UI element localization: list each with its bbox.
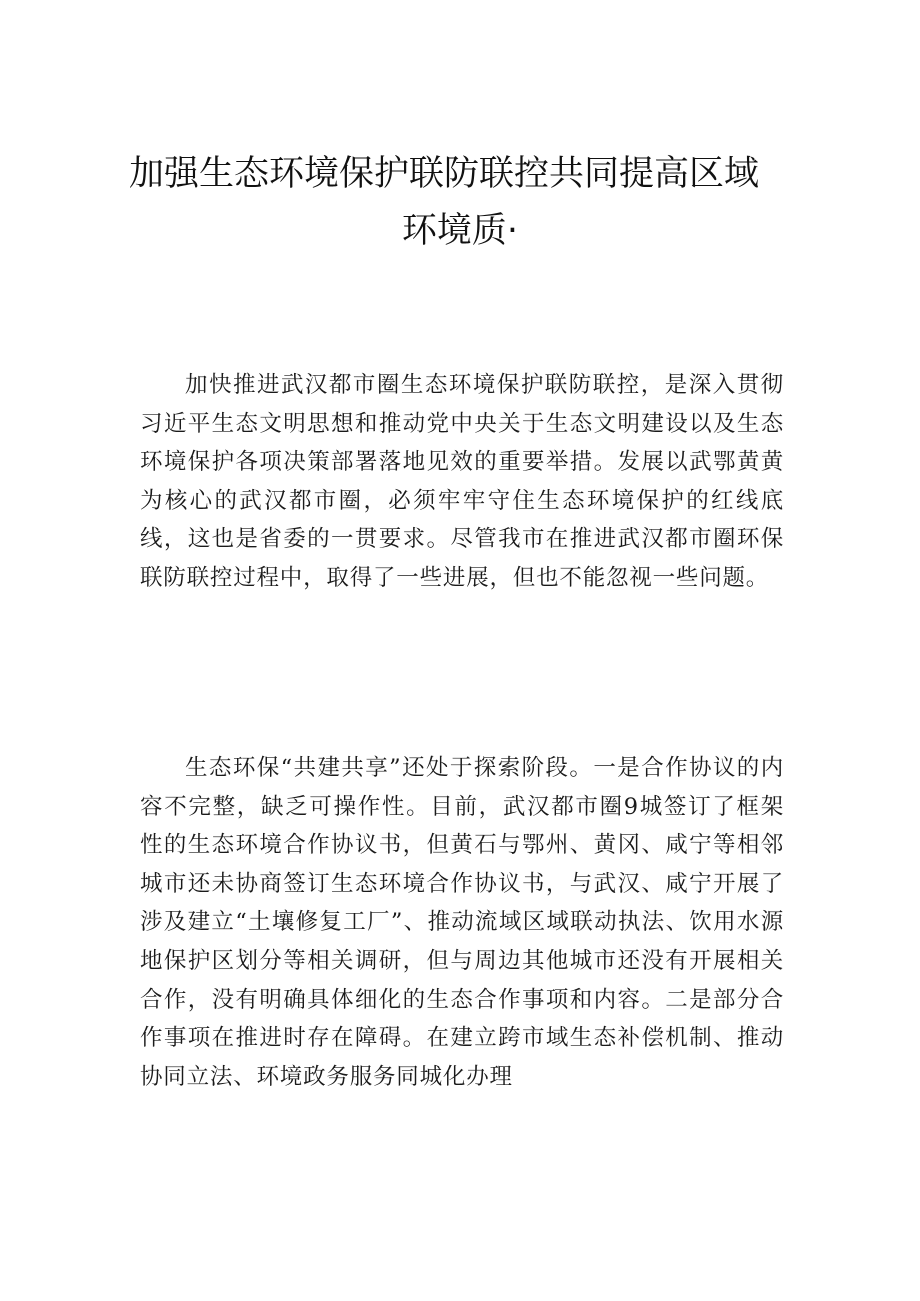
document-title-line-1: 加强生态环境保护联防联控共同提高区域 [128, 154, 759, 194]
paragraph-1: 加快推进武汉都市圈生态环境保护联防联控，是深入贯彻习近平生态文明思想和推动党中央关于生态文明建设以及生态环境保护各项决策部署落地见效的重要举措。发展以武鄂黄黄为核心的武汉都市圈，必须牢牢守住生态环境保护的红线底线，这也是省委的一贯要求。尽管我市在推进武汉都市圈环保联防联控过程中，取得了一些进展，但也不能忽视一些问题。 [140, 372, 784, 591]
paragraph-2: 生态环保“共建共享”还处于探索阶段。一是合作协议的内容不完整，缺乏可操作性。目前，武汉都市圈9城签订了框架性的生态环境合作协议书，但黄石与鄂州、黄冈、咸宁等相邻城市还未协商签订生态环境合作协议书，与武汉、咸宁开展了涉及建立“土壤修复工厂”、推动流域区域联动执法、饮用水源地保护区划分等相关调研，但与周边其他城市还没有开展相关合作，没有明确具体细化的生态合作事项和内容。二是部分合作事项在推进时存在障碍。在建立跨市域生态补偿机制、推动协同立法、环境政务服务同城化办理 [140, 755, 784, 1090]
document-title-line-2: 环境质· [401, 211, 519, 251]
